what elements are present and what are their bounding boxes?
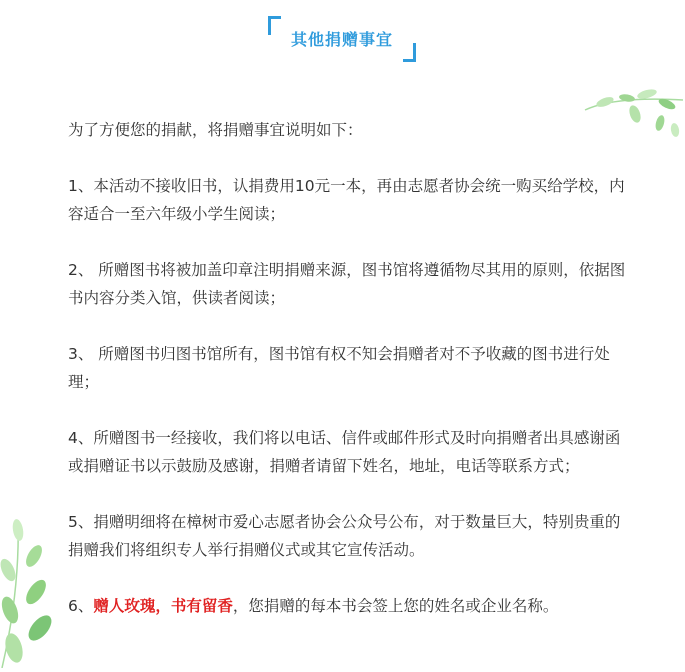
leaf-decoration-bottom-left-icon — [0, 510, 60, 668]
item6-suffix: ，您捐赠的每本书会签上您的姓名或企业名称。 — [232, 597, 559, 615]
page-title: 其他捐赠事宜 — [290, 30, 393, 49]
list-item-4: 4、所赠图书一经接收，我们将以电话、信件或邮件形式及时向捐赠者出具感谢函或捐赠证书以示鼓励及感谢，捐赠者请留下姓名，地址，电话等联系方式； — [68, 429, 621, 475]
list-item-5: 5、捐赠明细将在樟树市爱心志愿者协会公众号公布，对于数量巨大，特别贵重的捐赠我们将组织专人举行捐赠仪式或其它宣传活动。 — [68, 513, 621, 559]
item6-prefix: 6、 — [68, 597, 94, 615]
list-item-1: 1、本活动不接收旧书，认捐费用10元一本，再由志愿者协会统一购买给学校，内容适合一至六年级小学生阅读； — [68, 177, 625, 223]
list-item-2: 2、 所赠图书将被加盖印章注明捐赠来源，图书馆将遵循物尽其用的原则，依据图书内容分类入馆，供读者阅读； — [68, 261, 626, 307]
content-body — [68, 116, 628, 648]
list-item-6 — [68, 592, 628, 620]
list-item-3: 3、 所赠图书归图书馆所有，图书馆有权不知会捐赠者对不予收藏的图书进行处理； — [68, 345, 610, 391]
title-block — [268, 16, 416, 62]
intro-text: 为了方便您的捐献，将捐赠事宜说明如下： — [68, 121, 363, 139]
corner-bracket-bottom-right — [403, 43, 416, 62]
item6-highlight: 赠人玫瑰，书有留香 — [93, 597, 233, 615]
